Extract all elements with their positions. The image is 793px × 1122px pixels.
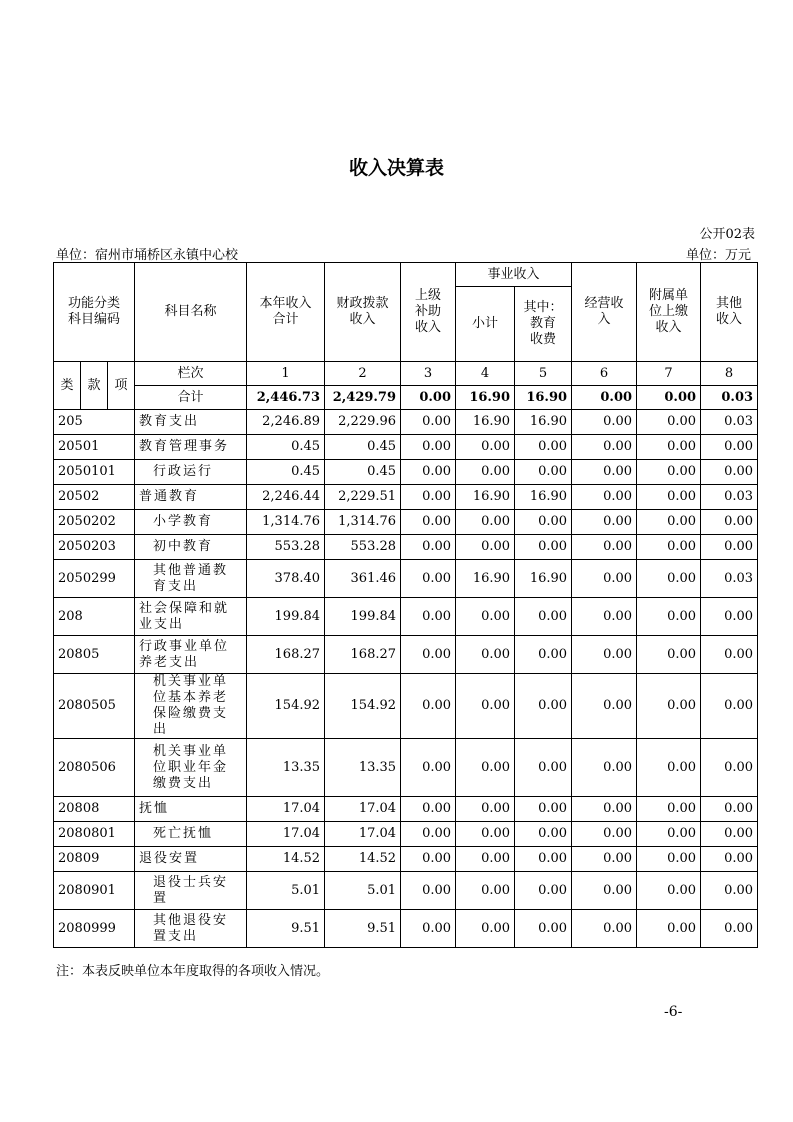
- header-func-code: 功能分类 科目编码: [54, 263, 135, 362]
- row-value: 0.45: [247, 435, 325, 460]
- row-value: 0.00: [572, 822, 637, 847]
- row-value: 0.00: [637, 435, 701, 460]
- row-name: 其他普通教育支出: [135, 560, 247, 598]
- table-row: [54, 872, 758, 910]
- row-name: 机关事业单位基本养老保险缴费支出: [135, 674, 247, 739]
- row-value: 0.00: [515, 460, 572, 485]
- row-value: 16.90: [456, 485, 515, 510]
- row-value: 0.00: [456, 674, 515, 739]
- row-name: 教育支出: [135, 410, 247, 435]
- currency-unit: 单位：万元: [685, 248, 751, 263]
- row-value: 0.00: [701, 822, 758, 847]
- row-value: 16.90: [456, 560, 515, 598]
- row-value: 9.51: [247, 910, 325, 948]
- row-value: 0.00: [515, 797, 572, 822]
- header-fiscal: 财政拨款 收入: [325, 263, 401, 362]
- row-value: 0.03: [701, 560, 758, 598]
- row-value: 0.00: [515, 636, 572, 674]
- row-value: 0.00: [637, 822, 701, 847]
- table-row: [54, 674, 758, 739]
- page-title: 收入决算表: [348, 157, 444, 179]
- header-edu-fee: 其中： 教育 收费: [515, 287, 572, 362]
- row-value: 0.00: [401, 797, 456, 822]
- row-value: 0.00: [401, 460, 456, 485]
- row-value: 553.28: [247, 535, 325, 560]
- row-value: 0.00: [701, 598, 758, 636]
- total-cell: 0.00: [401, 386, 456, 410]
- row-value: 0.00: [572, 485, 637, 510]
- row-value: 0.00: [401, 847, 456, 872]
- row-value: 2,246.44: [247, 485, 325, 510]
- table-row: [54, 435, 758, 460]
- row-value: 0.00: [572, 636, 637, 674]
- row-value: 0.00: [401, 435, 456, 460]
- header-affiliated: 附属单 位上缴 收入: [637, 263, 701, 362]
- row-value: 0.00: [515, 910, 572, 948]
- row-value: 17.04: [325, 822, 401, 847]
- row-value: 553.28: [325, 535, 401, 560]
- row-name: 抚恤: [135, 797, 247, 822]
- row-value: 0.00: [637, 739, 701, 797]
- row-name: 小学教育: [135, 510, 247, 535]
- row-value: 0.00: [572, 598, 637, 636]
- header-xiang: 项: [108, 362, 135, 410]
- row-value: 2,246.89: [247, 410, 325, 435]
- row-value: 0.00: [637, 636, 701, 674]
- row-value: 199.84: [325, 598, 401, 636]
- col-num: 2: [325, 362, 401, 386]
- row-name: 行政运行: [135, 460, 247, 485]
- row-value: 17.04: [247, 797, 325, 822]
- row-value: 5.01: [247, 872, 325, 910]
- row-code: 205: [54, 410, 135, 435]
- row-value: 0.00: [637, 797, 701, 822]
- row-value: 0.03: [701, 410, 758, 435]
- row-value: 0.00: [701, 674, 758, 739]
- row-value: 0.00: [701, 535, 758, 560]
- row-value: 0.00: [637, 598, 701, 636]
- total-cell: 0.03: [701, 386, 758, 410]
- row-value: 1,314.76: [247, 510, 325, 535]
- row-value: 0.00: [456, 847, 515, 872]
- row-code: 20805: [54, 636, 135, 674]
- row-value: 2,229.96: [325, 410, 401, 435]
- row-code: 2080801: [54, 822, 135, 847]
- total-cell: 16.90: [515, 386, 572, 410]
- row-code: 2080901: [54, 872, 135, 910]
- col-num: 7: [637, 362, 701, 386]
- row-value: 14.52: [325, 847, 401, 872]
- row-value: 0.00: [515, 872, 572, 910]
- row-value: 0.00: [637, 560, 701, 598]
- row-value: 9.51: [325, 910, 401, 948]
- row-code: 20502: [54, 485, 135, 510]
- row-value: 0.00: [701, 872, 758, 910]
- table-row: [54, 535, 758, 560]
- header-lei: 类: [54, 362, 81, 410]
- row-code: 208: [54, 598, 135, 636]
- row-code: 2080999: [54, 910, 135, 948]
- table-row: [54, 910, 758, 948]
- col-num: 4: [456, 362, 515, 386]
- total-label: 合计: [135, 386, 247, 410]
- row-value: 13.35: [325, 739, 401, 797]
- row-value: 0.00: [515, 822, 572, 847]
- row-value: 0.00: [701, 910, 758, 948]
- row-value: 0.00: [637, 460, 701, 485]
- row-value: 17.04: [325, 797, 401, 822]
- col-num: 3: [401, 362, 456, 386]
- row-value: 16.90: [515, 560, 572, 598]
- row-value: 0.45: [325, 435, 401, 460]
- row-name: 行政事业单位养老支出: [135, 636, 247, 674]
- row-value: 0.00: [637, 847, 701, 872]
- col-num: 8: [701, 362, 758, 386]
- row-value: 0.00: [701, 510, 758, 535]
- row-value: 0.00: [572, 797, 637, 822]
- row-code: 2080505: [54, 674, 135, 739]
- row-code: 2080506: [54, 739, 135, 797]
- row-code: 20809: [54, 847, 135, 872]
- income-table: [53, 262, 758, 948]
- row-value: 0.00: [456, 535, 515, 560]
- row-value: 0.00: [701, 739, 758, 797]
- row-value: 0.00: [515, 435, 572, 460]
- total-cell: 2,429.79: [325, 386, 401, 410]
- row-value: 0.00: [401, 598, 456, 636]
- row-value: 0.00: [401, 410, 456, 435]
- header-total: 本年收入 合计: [247, 263, 325, 362]
- row-value: 168.27: [325, 636, 401, 674]
- row-value: 0.00: [401, 822, 456, 847]
- row-value: 0.00: [572, 460, 637, 485]
- row-value: 0.00: [572, 910, 637, 948]
- unit-name: 单位：宿州市埇桥区永镇中心校: [56, 248, 239, 263]
- row-value: 0.00: [401, 485, 456, 510]
- row-value: 0.00: [401, 510, 456, 535]
- table-row: [54, 460, 758, 485]
- row-value: 0.00: [515, 535, 572, 560]
- row-name: 其他退役安置支出: [135, 910, 247, 948]
- row-name: 死亡抚恤: [135, 822, 247, 847]
- row-value: 0.00: [515, 739, 572, 797]
- total-cell: 16.90: [456, 386, 515, 410]
- row-value: 0.03: [701, 485, 758, 510]
- row-value: 361.46: [325, 560, 401, 598]
- row-value: 17.04: [247, 822, 325, 847]
- row-value: 0.00: [572, 560, 637, 598]
- row-code: 20501: [54, 435, 135, 460]
- page-number: -6-: [664, 1004, 683, 1020]
- row-value: 0.00: [456, 598, 515, 636]
- row-value: 154.92: [247, 674, 325, 739]
- row-name: 退役安置: [135, 847, 247, 872]
- table-row: [54, 822, 758, 847]
- row-value: 0.00: [572, 872, 637, 910]
- col-num: 1: [247, 362, 325, 386]
- row-value: 16.90: [515, 485, 572, 510]
- row-value: 0.00: [701, 797, 758, 822]
- row-value: 0.00: [456, 739, 515, 797]
- row-value: 0.00: [401, 535, 456, 560]
- footnote: 注：本表反映单位本年度取得的各项收入情况。: [56, 964, 330, 979]
- row-code: 2050203: [54, 535, 135, 560]
- row-value: 0.00: [401, 560, 456, 598]
- header-subtotal: 小计: [456, 287, 515, 362]
- row-value: 1,314.76: [325, 510, 401, 535]
- row-value: 378.40: [247, 560, 325, 598]
- row-value: 0.00: [572, 435, 637, 460]
- table-row: [54, 560, 758, 598]
- form-number: 公开02表: [699, 227, 755, 242]
- row-value: 154.92: [325, 674, 401, 739]
- row-value: 0.00: [456, 822, 515, 847]
- row-value: 0.00: [456, 910, 515, 948]
- row-value: 0.00: [572, 847, 637, 872]
- row-value: 14.52: [247, 847, 325, 872]
- row-value: 0.00: [637, 510, 701, 535]
- row-value: 0.00: [637, 910, 701, 948]
- row-code: 2050202: [54, 510, 135, 535]
- total-cell: 2,446.73: [247, 386, 325, 410]
- header-business: 事业收入: [456, 263, 572, 287]
- row-name: 初中教育: [135, 535, 247, 560]
- row-value: 0.00: [572, 674, 637, 739]
- header-operating: 经营收 入: [572, 263, 637, 362]
- row-value: 0.00: [637, 674, 701, 739]
- row-value: 0.00: [401, 872, 456, 910]
- row-value: 0.00: [401, 636, 456, 674]
- row-value: 16.90: [456, 410, 515, 435]
- row-name: 教育管理事务: [135, 435, 247, 460]
- table-row: [54, 739, 758, 797]
- row-code: 2050299: [54, 560, 135, 598]
- row-value: 168.27: [247, 636, 325, 674]
- row-value: 0.00: [456, 636, 515, 674]
- row-value: 0.00: [572, 535, 637, 560]
- row-value: 0.00: [515, 674, 572, 739]
- row-value: 0.45: [247, 460, 325, 485]
- row-name: 机关事业单位职业年金缴费支出: [135, 739, 247, 797]
- row-value: 5.01: [325, 872, 401, 910]
- row-value: 0.00: [456, 435, 515, 460]
- row-value: 0.00: [401, 674, 456, 739]
- header-superior: 上级 补助 收入: [401, 263, 456, 362]
- table-row: [54, 410, 758, 435]
- row-value: 0.00: [701, 636, 758, 674]
- table-row: [54, 847, 758, 872]
- row-value: 0.00: [456, 460, 515, 485]
- table-row: [54, 797, 758, 822]
- row-name: 普通教育: [135, 485, 247, 510]
- row-value: 0.00: [515, 847, 572, 872]
- row-code: 2050101: [54, 460, 135, 485]
- row-value: 0.00: [401, 910, 456, 948]
- row-value: 16.90: [515, 410, 572, 435]
- row-value: 0.00: [515, 510, 572, 535]
- row-value: 0.00: [401, 739, 456, 797]
- col-num: 6: [572, 362, 637, 386]
- table-row: [54, 510, 758, 535]
- header-kuan: 款: [81, 362, 108, 410]
- row-code: 20808: [54, 797, 135, 822]
- header-subject-name: 科目名称: [135, 263, 247, 362]
- row-value: 0.00: [701, 847, 758, 872]
- row-value: 199.84: [247, 598, 325, 636]
- row-value: 0.00: [701, 435, 758, 460]
- total-cell: 0.00: [637, 386, 701, 410]
- row-value: 0.45: [325, 460, 401, 485]
- total-cell: 0.00: [572, 386, 637, 410]
- col-num: 5: [515, 362, 572, 386]
- row-value: 13.35: [247, 739, 325, 797]
- header-other: 其他 收入: [701, 263, 758, 362]
- table-row: [54, 598, 758, 636]
- row-value: 0.00: [701, 460, 758, 485]
- row-value: 0.00: [456, 510, 515, 535]
- table-row: [54, 485, 758, 510]
- row-value: 0.00: [637, 485, 701, 510]
- row-value: 0.00: [456, 872, 515, 910]
- row-value: 2,229.51: [325, 485, 401, 510]
- row-value: 0.00: [637, 872, 701, 910]
- row-name: 退役士兵安置: [135, 872, 247, 910]
- row-value: 0.00: [456, 797, 515, 822]
- row-value: 0.00: [637, 535, 701, 560]
- row-value: 0.00: [572, 410, 637, 435]
- table-row: [54, 636, 758, 674]
- header-lanci: 栏次: [135, 362, 247, 386]
- row-value: 0.00: [515, 598, 572, 636]
- row-value: 0.00: [637, 410, 701, 435]
- row-value: 0.00: [572, 739, 637, 797]
- row-name: 社会保障和就业支出: [135, 598, 247, 636]
- row-value: 0.00: [572, 510, 637, 535]
